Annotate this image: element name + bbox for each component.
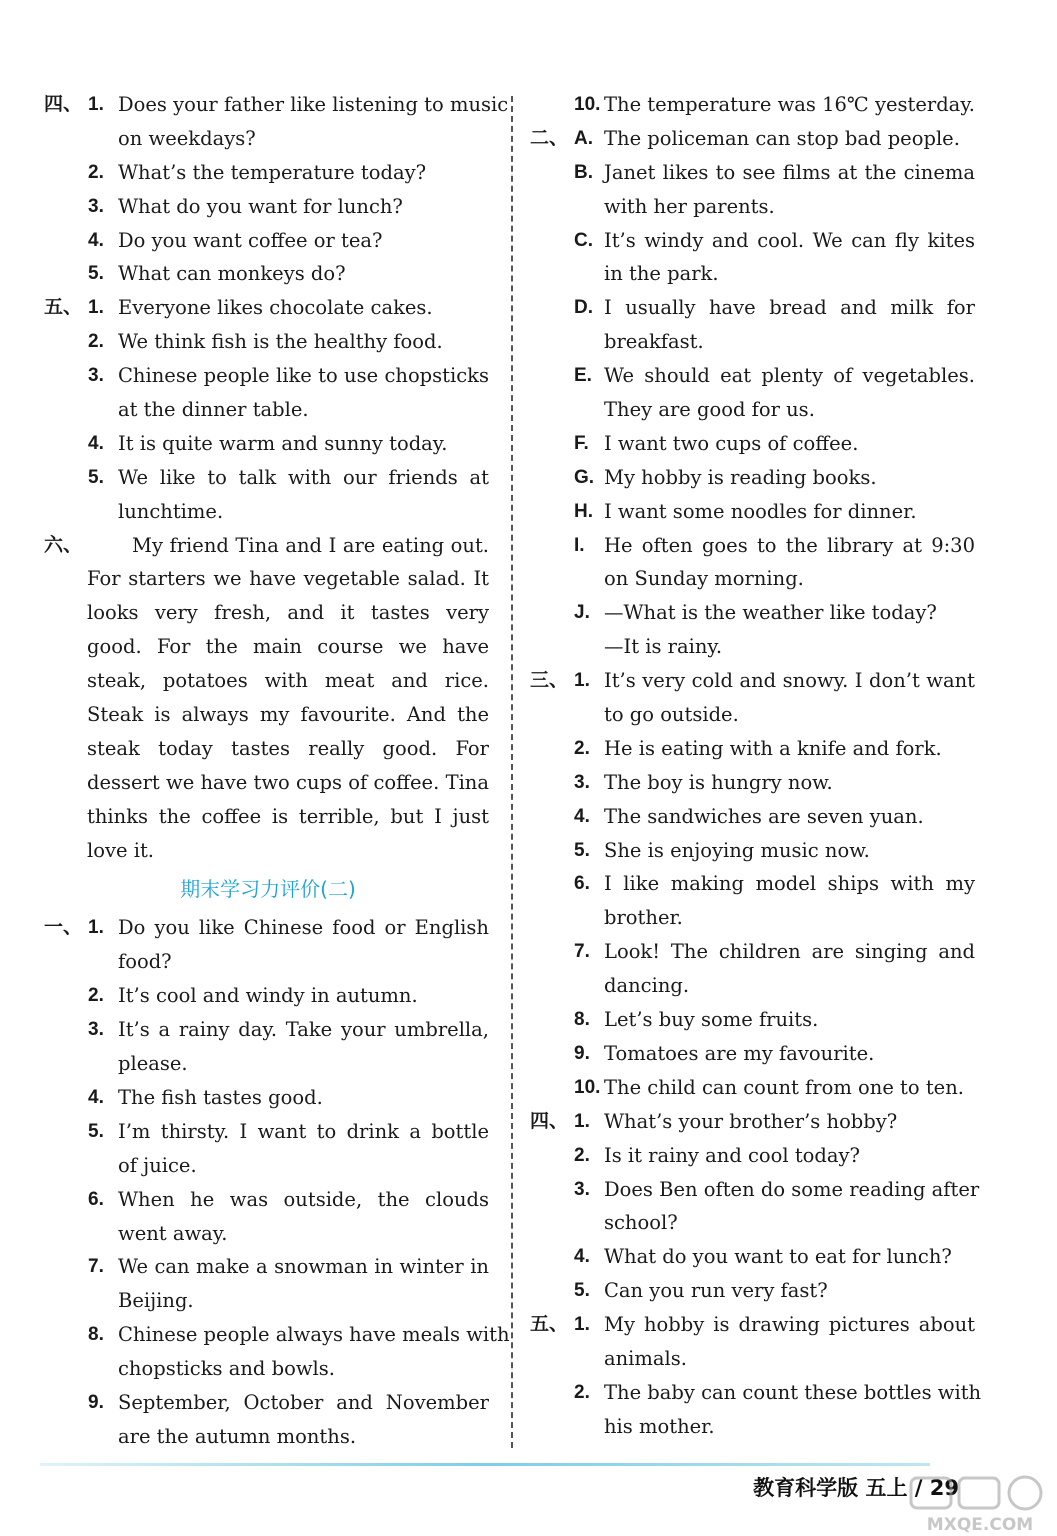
answer-line — [44, 1183, 492, 1217]
item-number: 2. — [574, 737, 590, 759]
column-divider — [511, 96, 513, 1448]
answer-line — [530, 1308, 978, 1342]
answer-text: at the dinner table. — [118, 398, 309, 422]
answer-text: The temperature was 16℃ yesterday. — [604, 93, 975, 116]
passage-text: looks very fresh, and it tastes very — [87, 601, 489, 625]
item-number: 3. — [88, 195, 104, 217]
item-number: 2. — [574, 1381, 590, 1403]
answer-text: We think fish is the healthy food. — [118, 330, 443, 354]
answer-text: animals. — [604, 1346, 687, 1370]
item-number: C. — [574, 229, 593, 251]
item-number: 1. — [574, 1314, 590, 1336]
answer-text: What’s your brother’s hobby? — [604, 1109, 898, 1133]
answer-line — [530, 1240, 978, 1274]
answer-line — [44, 393, 492, 427]
answer-line — [530, 1342, 978, 1376]
answer-text: in the park. — [604, 262, 719, 286]
answer-text: What can monkeys do? — [118, 262, 346, 286]
passage-text: love it. — [87, 838, 155, 862]
answer-line — [44, 979, 492, 1013]
footer-rule — [40, 1463, 930, 1466]
answer-line — [530, 834, 978, 868]
answer-line — [530, 325, 978, 359]
answer-text: September, October and November — [118, 1390, 489, 1414]
answer-text: The child can count from one to ten. — [604, 1075, 964, 1099]
right-column — [530, 88, 982, 1444]
answer-text: Is it rainy and cool today? — [604, 1143, 860, 1167]
item-number: 3. — [88, 1019, 104, 1041]
answer-text: Janet likes to see films at the cinema — [604, 160, 975, 184]
answer-line — [44, 1115, 492, 1149]
answer-text: What do you want to eat for lunch? — [604, 1245, 952, 1269]
item-number: 1. — [88, 297, 104, 319]
item-number: 2. — [88, 985, 104, 1007]
answer-text: Can you run very fast? — [604, 1279, 828, 1303]
answer-text: When he was outside, the clouds — [118, 1187, 489, 1211]
answer-line — [44, 1352, 492, 1386]
answer-line — [44, 664, 492, 698]
answer-text: Do you like Chinese food or English — [118, 916, 489, 940]
item-number: 7. — [574, 941, 590, 963]
answer-line — [530, 1003, 978, 1037]
answer-line — [530, 732, 978, 766]
answer-line — [44, 1420, 492, 1454]
answer-text: It’s very cold and snowy. I don’t want — [604, 669, 975, 693]
page-footer: 教育科学版 五上 / 29 — [753, 1476, 959, 1500]
answer-line — [44, 596, 492, 630]
section-marker: 四、 — [44, 93, 83, 115]
answer-text: The policeman can stop bad people. — [604, 126, 960, 150]
answer-line — [44, 156, 492, 190]
item-number: 5. — [574, 839, 590, 861]
answer-text: Chinese people like to use chopsticks — [118, 364, 489, 388]
item-number: B. — [574, 161, 593, 183]
item-number: 9. — [574, 1042, 590, 1064]
answer-text: his mother. — [604, 1414, 715, 1438]
answer-line — [530, 224, 978, 258]
passage-text: For starters we have vegetable salad. It — [87, 567, 489, 591]
item-number: 1. — [88, 917, 104, 939]
answer-line — [530, 1274, 978, 1308]
watermark-text: MXQE.COM — [926, 1515, 1034, 1534]
answer-line — [44, 1217, 492, 1251]
answer-stamp-watermark-icon — [907, 1474, 1053, 1534]
answer-text: I usually have bread and milk for — [604, 296, 975, 320]
answer-text: My hobby is drawing pictures about — [604, 1313, 975, 1337]
item-number: 3. — [88, 365, 104, 387]
answer-line — [530, 461, 978, 495]
passage-text: steak, potatoes with meat and rice. — [87, 669, 489, 693]
item-number: 4. — [574, 805, 590, 827]
left-column — [44, 88, 510, 1454]
answer-line — [530, 562, 978, 596]
answer-text: They are good for us. — [604, 398, 815, 422]
answer-line — [530, 800, 978, 834]
answer-line — [530, 1037, 978, 1071]
item-number: 10. — [574, 1076, 601, 1098]
item-number: 1. — [574, 670, 590, 692]
answer-text: brother. — [604, 906, 683, 930]
answer-line — [530, 427, 978, 461]
answer-line — [530, 1206, 978, 1240]
item-number: 3. — [574, 1178, 590, 1200]
item-number: J. — [574, 602, 590, 624]
item-number: 2. — [88, 161, 104, 183]
item-number: 10. — [574, 94, 601, 115]
item-number: 9. — [88, 1391, 104, 1413]
item-number: D. — [574, 297, 593, 319]
answer-line — [44, 224, 492, 258]
answer-text: on Sunday morning. — [604, 567, 804, 591]
answer-text: Let’s buy some fruits. — [604, 1008, 819, 1032]
section-marker: 四、 — [530, 1109, 569, 1132]
answer-line — [44, 834, 492, 868]
section-heading: 期末学习力评价(二) — [180, 877, 356, 902]
item-number: 4. — [88, 229, 104, 251]
section-marker: 三、 — [530, 669, 569, 692]
answer-line — [44, 257, 492, 291]
answer-line — [44, 529, 492, 563]
answer-text: We can make a snowman in winter in — [118, 1255, 489, 1279]
section-marker: 五、 — [530, 1313, 569, 1336]
item-number: A. — [574, 127, 593, 149]
answer-text: —It is rainy. — [604, 635, 723, 659]
answer-line — [44, 1047, 492, 1081]
item-number: 8. — [88, 1324, 104, 1346]
item-number: 5. — [88, 1120, 104, 1142]
item-number: 6. — [574, 873, 590, 895]
answer-line — [530, 901, 978, 935]
answer-line — [44, 698, 492, 732]
item-number: 1. — [574, 1110, 590, 1132]
item-number: F. — [574, 432, 589, 454]
answer-line — [44, 562, 492, 596]
answer-line — [44, 1386, 492, 1420]
answer-line — [44, 1318, 510, 1352]
answer-line — [530, 1105, 978, 1139]
answer-line — [530, 935, 978, 969]
answer-line — [530, 1139, 978, 1173]
answer-line — [44, 190, 492, 224]
item-number: H. — [574, 500, 593, 522]
item-number: 8. — [574, 1009, 590, 1031]
answer-line — [44, 1284, 492, 1318]
answer-line — [44, 88, 509, 122]
answer-line — [530, 359, 978, 393]
answer-text: Beijing. — [118, 1289, 194, 1313]
answer-line — [44, 461, 492, 495]
answer-text: Chinese people always have meals with — [118, 1323, 510, 1347]
passage-text: Steak is always my favourite. And the — [87, 703, 489, 727]
answer-text: We should eat plenty of vegetables. — [604, 364, 975, 388]
answer-text: The sandwiches are seven yuan. — [604, 804, 924, 828]
answer-text: Everyone likes chocolate cakes. — [118, 296, 433, 320]
answer-text: Tomatoes are my favourite. — [604, 1041, 875, 1065]
answer-line — [44, 911, 492, 945]
answer-text: What’s the temperature today? — [118, 160, 427, 184]
answer-line — [44, 1081, 492, 1115]
answer-text: with her parents. — [604, 194, 775, 218]
answer-line — [44, 1013, 492, 1047]
answer-text: The fish tastes good. — [118, 1085, 323, 1109]
answer-text: I want two cups of coffee. — [604, 431, 859, 455]
answer-line — [530, 495, 978, 529]
answer-line — [530, 664, 978, 698]
section-marker: 二、 — [530, 126, 569, 149]
answer-text: It’s windy and cool. We can fly kites — [604, 228, 975, 252]
answer-line — [530, 190, 978, 224]
answer-text: My hobby is reading books. — [604, 465, 877, 489]
answer-line — [44, 291, 492, 325]
item-number: 1. — [88, 94, 104, 115]
answer-text: please. — [118, 1052, 188, 1076]
answer-line — [44, 766, 492, 800]
answer-line — [530, 596, 978, 630]
answer-line — [44, 732, 492, 766]
answer-line — [44, 359, 492, 393]
answer-text: on weekdays? — [118, 126, 256, 150]
answer-text: We like to talk with our friends at — [118, 465, 489, 489]
answer-line — [530, 122, 978, 156]
answer-line — [530, 1410, 978, 1444]
answer-text: I’m thirsty. I want to drink a bottle — [118, 1119, 489, 1143]
answer-line — [530, 1173, 978, 1207]
section-marker: 一、 — [44, 916, 83, 939]
answer-line — [530, 698, 978, 732]
answer-text: It’s cool and windy in autumn. — [118, 984, 418, 1008]
answer-line — [530, 393, 978, 427]
passage-text: steak today tastes really good. For — [87, 736, 489, 760]
answer-text: school? — [604, 1211, 678, 1235]
item-number: 6. — [88, 1188, 104, 1210]
answer-line — [530, 156, 978, 190]
item-number: 2. — [88, 331, 104, 353]
answer-line — [44, 630, 492, 664]
item-number: 5. — [574, 1280, 590, 1302]
answer-line — [530, 867, 978, 901]
item-number: G. — [574, 466, 595, 488]
passage-text: good. For the main course we have — [87, 635, 489, 659]
item-number: 4. — [574, 1246, 590, 1268]
answer-line — [44, 1149, 492, 1183]
answer-line — [44, 427, 492, 461]
item-number: 5. — [88, 466, 104, 488]
passage-text: My friend Tina and I are eating out. — [132, 533, 489, 557]
section-marker: 五、 — [44, 296, 83, 319]
answer-line — [530, 766, 978, 800]
answer-line — [530, 1376, 982, 1410]
item-number: 4. — [88, 1086, 104, 1108]
passage-text: dessert we have two cups of coffee. Tina — [87, 770, 489, 794]
item-number: 7. — [88, 1256, 104, 1278]
answer-text: It is quite warm and sunny today. — [118, 431, 448, 455]
answer-line — [44, 800, 492, 834]
answer-text: The boy is hungry now. — [604, 770, 833, 794]
answer-text: I want some noodles for dinner. — [604, 499, 917, 523]
item-number: E. — [574, 365, 592, 387]
answer-line — [530, 969, 978, 1003]
answer-text: chopsticks and bowls. — [118, 1357, 335, 1381]
answer-text: —What is the weather like today? — [604, 601, 937, 625]
answer-text: Look! The children are singing and — [604, 940, 975, 964]
answer-line — [530, 630, 978, 664]
answer-line — [44, 325, 492, 359]
answer-text: are the autumn months. — [118, 1424, 357, 1448]
answer-text: went away. — [118, 1221, 228, 1245]
answer-text: breakfast. — [604, 330, 704, 354]
answer-line — [44, 1250, 492, 1284]
item-number: I. — [574, 534, 585, 556]
answer-text: of juice. — [118, 1153, 197, 1177]
answer-line — [44, 122, 492, 156]
section-marker: 六、 — [44, 533, 83, 556]
answer-text: He is eating with a knife and fork. — [604, 736, 942, 760]
answer-text: dancing. — [604, 974, 690, 998]
answer-line — [530, 529, 978, 563]
item-number: 4. — [88, 432, 104, 454]
answer-text: I like making model ships with my — [604, 872, 975, 896]
item-number: 5. — [88, 263, 104, 285]
answer-text: Do you want coffee or tea? — [118, 228, 383, 252]
answer-line — [530, 88, 978, 122]
answer-text: It’s a rainy day. Take your umbrella, — [118, 1018, 489, 1042]
answer-text: lunchtime. — [118, 499, 224, 523]
answer-text: Does Ben often do some reading after — [604, 1177, 980, 1201]
passage-text: thinks the coffee is terrible, but I just — [87, 804, 489, 828]
item-number: 3. — [574, 771, 590, 793]
answer-line — [530, 257, 978, 291]
answer-text: She is enjoying music now. — [604, 838, 870, 862]
answer-text: food? — [118, 950, 172, 974]
answer-line — [530, 291, 978, 325]
answer-line — [44, 495, 492, 529]
answer-text: Does your father like listening to music — [118, 93, 509, 116]
answer-text: to go outside. — [604, 703, 739, 727]
answer-line — [530, 1071, 978, 1105]
item-number: 2. — [574, 1144, 590, 1166]
answer-line — [44, 945, 492, 979]
answer-text: What do you want for lunch? — [118, 194, 403, 218]
answer-text: The baby can count these bottles with — [604, 1380, 982, 1404]
answer-text: He often goes to the library at 9:30 — [604, 533, 975, 557]
